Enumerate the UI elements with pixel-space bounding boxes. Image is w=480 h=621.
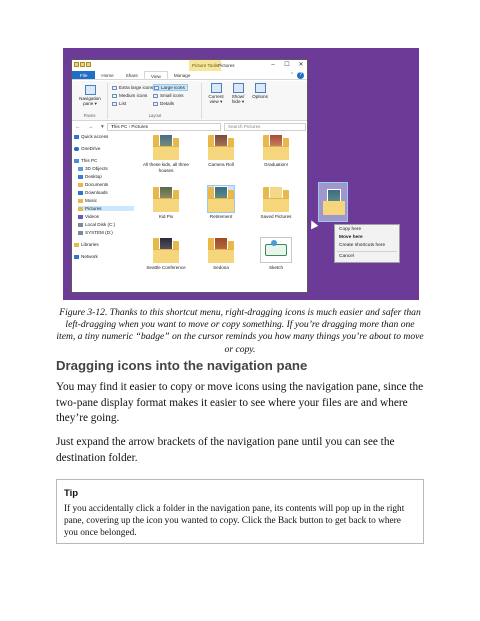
copy-here-item[interactable]: Copy here (339, 227, 362, 232)
options-icon (255, 83, 266, 93)
file-explorer-window (71, 59, 308, 293)
star-icon (74, 135, 79, 139)
navigation-pane (72, 134, 136, 293)
nav-item-pictures[interactable] (78, 206, 134, 211)
folder-icon (263, 134, 289, 160)
nav-label: Pictures (85, 206, 102, 211)
show-hide-icon (233, 83, 244, 93)
nav-label: Local Disk (C:) (85, 222, 116, 227)
documents-icon (78, 183, 83, 187)
new-folder-icon[interactable] (86, 62, 91, 67)
title-bar (72, 60, 307, 71)
folder-tile[interactable] (250, 186, 302, 220)
navigation-pane-label: Navigation pane ▾ (79, 96, 101, 106)
folder-icon (208, 134, 234, 160)
nav-item-system-drive[interactable] (78, 230, 113, 235)
dragged-folder-ghost (318, 182, 348, 222)
quick-access-toolbar (74, 62, 91, 67)
current-view-label: Current view ▾ (208, 94, 224, 104)
layout-icon (154, 86, 159, 90)
cube-icon (78, 167, 83, 171)
layout-icon (112, 102, 117, 106)
pictures-icon (78, 207, 83, 211)
navigation-pane-button[interactable] (75, 85, 105, 107)
options-label: Options (252, 94, 268, 99)
nav-item-libraries[interactable] (74, 242, 99, 247)
section-heading: Dragging icons into the navigation pane (56, 358, 308, 373)
libraries-icon (74, 243, 79, 247)
nav-label: Documents (85, 182, 109, 187)
image-tile[interactable] (250, 237, 302, 271)
properties-icon[interactable] (80, 62, 85, 67)
cursor-arrow-icon (308, 219, 319, 230)
minimize-button[interactable]: – (271, 62, 275, 68)
folder-tile-selected[interactable] (195, 186, 247, 220)
tip-box (56, 479, 424, 544)
options-button[interactable] (250, 83, 270, 99)
panes-group-label: Panes (83, 113, 96, 118)
nav-label: OneDrive (81, 146, 101, 151)
window-title: Pictures (218, 63, 235, 68)
layout-group-label: Layout (148, 113, 162, 118)
move-here-item[interactable]: Move here (339, 235, 363, 240)
folder-tile[interactable] (195, 237, 247, 271)
navigation-arrows[interactable]: ← → ▾ ↑ (75, 124, 118, 130)
folder-icon[interactable] (74, 62, 79, 67)
layout-icon (153, 94, 158, 98)
layout-icon (112, 94, 117, 98)
folder-name: Graduation! (263, 162, 288, 167)
current-view-icon (211, 83, 222, 93)
nav-item-onedrive[interactable] (74, 146, 100, 151)
maximize-button[interactable]: ☐ (284, 62, 290, 68)
nav-label: Network (81, 254, 98, 259)
nav-label: Quick access (81, 134, 109, 139)
layout-icon (153, 102, 158, 106)
current-view-button[interactable] (206, 83, 226, 105)
large-icons-option[interactable] (153, 84, 188, 91)
navigation-pane-icon (85, 85, 96, 95)
tab-manage[interactable]: Manage (173, 73, 191, 78)
folder-name: Kid Pix (158, 214, 174, 219)
chevron-up-icon[interactable]: ⌃ (289, 72, 294, 78)
option-label: Small icons (160, 93, 184, 98)
show-hide-button[interactable] (228, 83, 248, 105)
folder-name: Seattle Conference (146, 265, 186, 270)
option-label: Details (160, 101, 175, 106)
folder-name: Camera Roll (208, 162, 234, 167)
tab-home[interactable]: Home (101, 73, 114, 78)
nav-label: Downloads (85, 190, 108, 195)
folder-name: Saved Pictures (260, 214, 292, 219)
nav-label: SYSTEM (D:) (85, 230, 113, 235)
panes-group (72, 83, 108, 119)
layout-group (109, 83, 202, 119)
folder-name: Retirement (209, 214, 233, 219)
menu-divider (337, 251, 397, 252)
file-name: Sketch (268, 265, 284, 270)
nav-item-this-pc[interactable] (74, 158, 97, 163)
nav-item-music[interactable] (78, 198, 97, 203)
option-label: Extra large icons (119, 85, 154, 90)
nav-label: Videos (85, 214, 99, 219)
body-paragraph: Just expand the arrow brackets of the navigation pane until you can see the destination folder. (56, 436, 395, 464)
nav-item-desktop[interactable] (78, 174, 102, 179)
details-option[interactable] (153, 100, 174, 107)
folder-icon (208, 186, 234, 212)
desktop-icon (78, 175, 83, 179)
folder-tile[interactable] (195, 134, 247, 168)
nav-item-documents[interactable] (78, 182, 108, 187)
tab-file[interactable]: File (72, 71, 95, 79)
nav-item-local-disk[interactable] (78, 222, 115, 227)
computer-icon (74, 159, 79, 163)
close-button[interactable]: ✕ (298, 62, 304, 68)
option-label: Large icons (161, 85, 185, 90)
folder-tile[interactable] (250, 134, 302, 168)
folder-tile[interactable] (140, 134, 192, 173)
option-label: Medium icons (119, 93, 148, 98)
create-shortcuts-item[interactable]: Create shortcuts here (339, 243, 386, 248)
search-input[interactable]: Search Pictures (224, 123, 306, 131)
nav-item-downloads[interactable] (78, 190, 108, 195)
ribbon-tabs (72, 71, 307, 80)
nav-label: This PC (81, 158, 98, 163)
picture-tools-label: Picture Tools (189, 60, 221, 71)
show-hide-label: Show/ hide ▾ (231, 94, 245, 104)
nav-item-videos[interactable] (78, 214, 99, 219)
nav-item-network[interactable] (74, 254, 98, 259)
help-icon[interactable]: ? (297, 72, 304, 79)
folder-name: All these kids, all three houses (143, 162, 189, 173)
cancel-item[interactable]: Cancel (339, 254, 354, 259)
tab-share[interactable]: Share (125, 73, 138, 78)
medium-icons-option[interactable] (112, 92, 147, 99)
nav-item-3d-objects[interactable] (78, 166, 108, 171)
small-icons-option[interactable] (153, 92, 184, 99)
context-menu (334, 224, 400, 263)
drive-icon (78, 231, 83, 235)
network-icon (74, 255, 79, 259)
music-icon (78, 199, 83, 203)
sketch-thumbnail-icon (260, 237, 292, 263)
folder-icon (208, 237, 234, 263)
folder-grid (140, 134, 306, 293)
layout-icon (112, 86, 117, 90)
nav-label: Libraries (81, 242, 99, 247)
ribbon (72, 81, 307, 121)
cloud-icon (74, 147, 79, 151)
nav-label: 3D Objects (85, 166, 108, 171)
list-option[interactable] (112, 100, 126, 107)
tip-body: If you accidentally click a folder in the navigation pane, its contents will pop up in the right pane, covering up the icon you wanted to copy. Click the Back button to get back to where you once belonged. (64, 504, 405, 538)
tip-title: Tip (64, 488, 79, 499)
folder-tile[interactable] (140, 186, 192, 220)
nav-label: Music (85, 198, 97, 203)
tab-view[interactable]: View (144, 71, 168, 79)
folder-tile[interactable] (140, 237, 192, 271)
option-label: List (119, 101, 127, 106)
folder-icon (153, 237, 179, 263)
body-paragraph: You may find it easier to copy or move icons using the navigation pane, since the two-pane display format makes it easier to see where your files are and where they’re going. (56, 381, 424, 425)
nav-item-quick-access[interactable] (74, 134, 108, 139)
videos-icon (78, 215, 83, 219)
folder-name: Sedona (213, 265, 229, 270)
folder-icon (153, 134, 179, 160)
figure-caption: Figure 3-12. Thanks to this shortcut menu, right-dragging icons is much easier and safer than left-dragging when you want to move or copy something. If you’re dragging more than one item, a tiny numeric “badge” on the cursor reminds you how many things you’re about to move or copy. (56, 307, 424, 355)
folder-icon (153, 186, 179, 212)
drive-icon (78, 223, 83, 227)
nav-label: Desktop (85, 174, 102, 179)
folder-icon (263, 186, 289, 212)
extra-large-icons-option[interactable] (112, 84, 153, 91)
download-icon (78, 191, 83, 195)
figure-screenshot (63, 48, 419, 300)
address-bar[interactable]: This PC › Pictures (107, 123, 221, 131)
address-row (72, 122, 307, 132)
